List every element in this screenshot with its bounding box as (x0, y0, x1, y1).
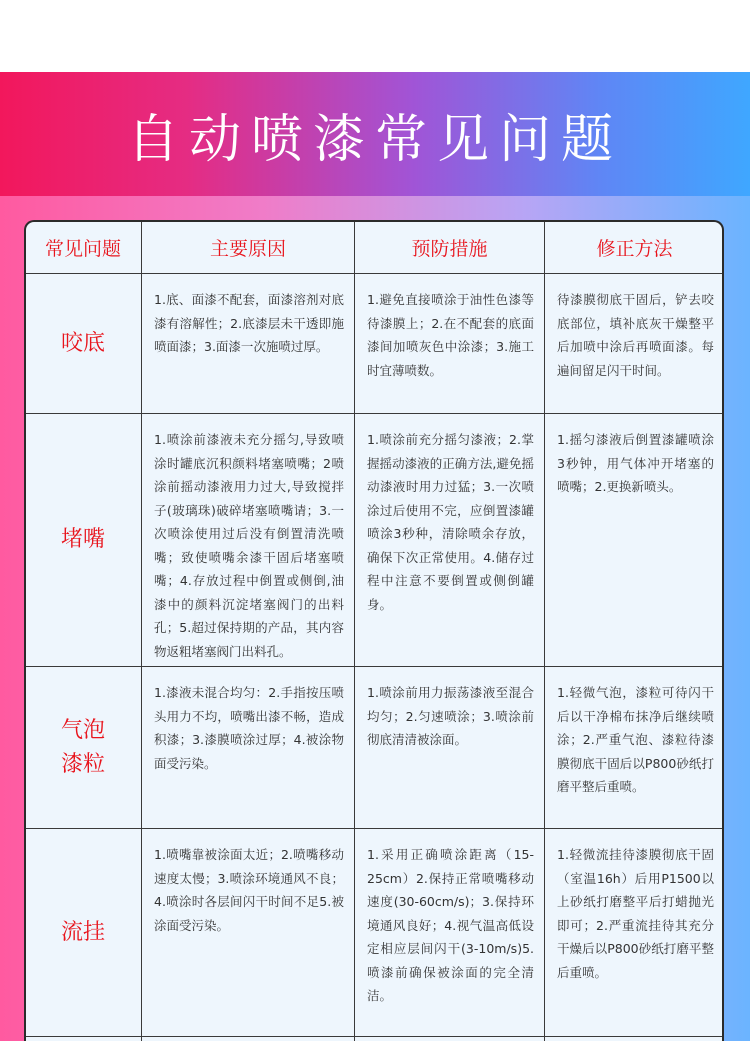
prevention-text: 1.避免直接喷涂于油性色漆等待漆膜上；2.在不配套的底面漆间加喷灰色中涂漆；3.施工时宜薄喷数。 (367, 292, 534, 378)
prevention-text: 1.喷涂前充分摇匀漆液；2.掌握摇动漆液的正确方法,避免摇动漆液时用力过猛；3.一次喷涂过后使用不完，应倒置漆罐喷涂3秒种，清除喷余存放，确保下次正常使用。4.储存过程中注意不要倒置或侧倒罐身。 (367, 432, 534, 612)
cause-text: 1.喷嘴靠被涂面太近；2.喷嘴移动速度太慢；3.喷涂环境通风不良；4.喷涂时各层间闪干时间不足5.被涂面受污染。 (154, 847, 344, 933)
prevention-cell (355, 414, 545, 667)
cause-cell (142, 667, 355, 829)
faq-table-container (24, 220, 724, 1041)
table-row-partial (25, 1037, 725, 1041)
fix-cell (545, 829, 725, 1037)
table-row (25, 414, 725, 667)
page-title: 自动喷漆常见问题 (126, 109, 623, 170)
cause-cell (142, 414, 355, 667)
header-fix: 修正方法 (545, 221, 725, 274)
fix-cell (545, 274, 725, 414)
prevention-text: 1.喷涂前用力振荡漆液至混合均匀；2.匀速喷涂；3.喷涂前彻底清清被涂面。 (367, 685, 534, 747)
fix-text: 1.轻微气泡，漆粒可待闪干后以干净棉布抹净后继续喷涂；2.严重气泡、漆粒待漆膜彻底干固后以P800砂纸打磨平整后重喷。 (557, 685, 714, 794)
prevention-cell (355, 829, 545, 1037)
empty-cell (142, 1037, 355, 1041)
cause-cell (142, 274, 355, 414)
fix-text: 待漆膜彻底干固后，铲去咬底部位，填补底灰干燥整平后加喷中涂后再喷面漆。每遍间留足闪干时间。 (557, 292, 714, 378)
cause-text: 1.漆液未混合均匀：2.手指按压喷头用力不均，喷嘴出漆不畅，造成积漆；3.漆膜喷涂过厚；4.被涂物面受污染。 (154, 685, 344, 771)
problem-cell: 咬底 (25, 274, 142, 414)
empty-cell (355, 1037, 545, 1041)
header-prevention: 预防措施 (355, 221, 545, 274)
table-row (25, 667, 725, 829)
problem-cell: 流挂 (25, 829, 142, 1037)
fix-cell (545, 667, 725, 829)
cause-cell (142, 829, 355, 1037)
problem-line: 气泡 (60, 717, 105, 743)
problem-cell (25, 667, 142, 829)
fix-cell (545, 414, 725, 667)
problem-line: 漆粒 (60, 751, 105, 777)
prevention-cell (355, 667, 545, 829)
cause-text: 1.底、面漆不配套，面漆溶剂对底漆有溶解性；2.底漆层未干透即施喷面漆；3.面漆一次施喷过厚。 (154, 292, 344, 354)
prevention-text: 1.采用正确喷涂距离（15-25cm）2.保持正常喷嘴移动速度(30-60cm/s)；3.保持环境通风良好；4.视气温高低设定相应层间闪干(3-10m/s)5.喷漆前确保被涂面的完全清洁。 (367, 847, 534, 1003)
cause-text: 1.喷涂前漆液未充分摇匀,导致喷涂时罐底沉积颜料堵塞喷嘴；2喷涂前摇动漆液用力过大,导致搅拌子(玻璃珠)破碎堵塞喷嘴请；3.一次喷涂使用过后没有倒置清洗喷嘴；致使喷嘴余漆干固后堵塞喷嘴；4.存放过程中倒置或侧倒,油漆中的颜料沉淀堵塞阀门的出料孔；5.超过保持期的产品，其内容物返粗堵塞阀门出料孔。 (154, 432, 344, 659)
table-row (25, 274, 725, 414)
fix-text: 1.摇匀漆液后倒置漆罐喷涂3秒钟，用气体冲开堵塞的喷嘴；2.更换新喷头。 (557, 432, 714, 494)
problem-cell: 堵嘴 (25, 414, 142, 667)
table-header-row (25, 221, 725, 274)
empty-cell (25, 1037, 142, 1041)
fix-text: 1.轻微流挂待漆膜彻底干固（室温16h）后用P1500以上砂纸打磨整平后打蜡抛光即可；2.严重流挂待其充分干燥后以P800砂纸打磨平整后重喷。 (557, 847, 714, 980)
prevention-cell (355, 274, 545, 414)
header-problem: 常见问题 (25, 221, 142, 274)
faq-table (24, 220, 724, 1041)
header-cause: 主要原因 (142, 221, 355, 274)
table-row (25, 829, 725, 1037)
empty-cell (545, 1037, 725, 1041)
